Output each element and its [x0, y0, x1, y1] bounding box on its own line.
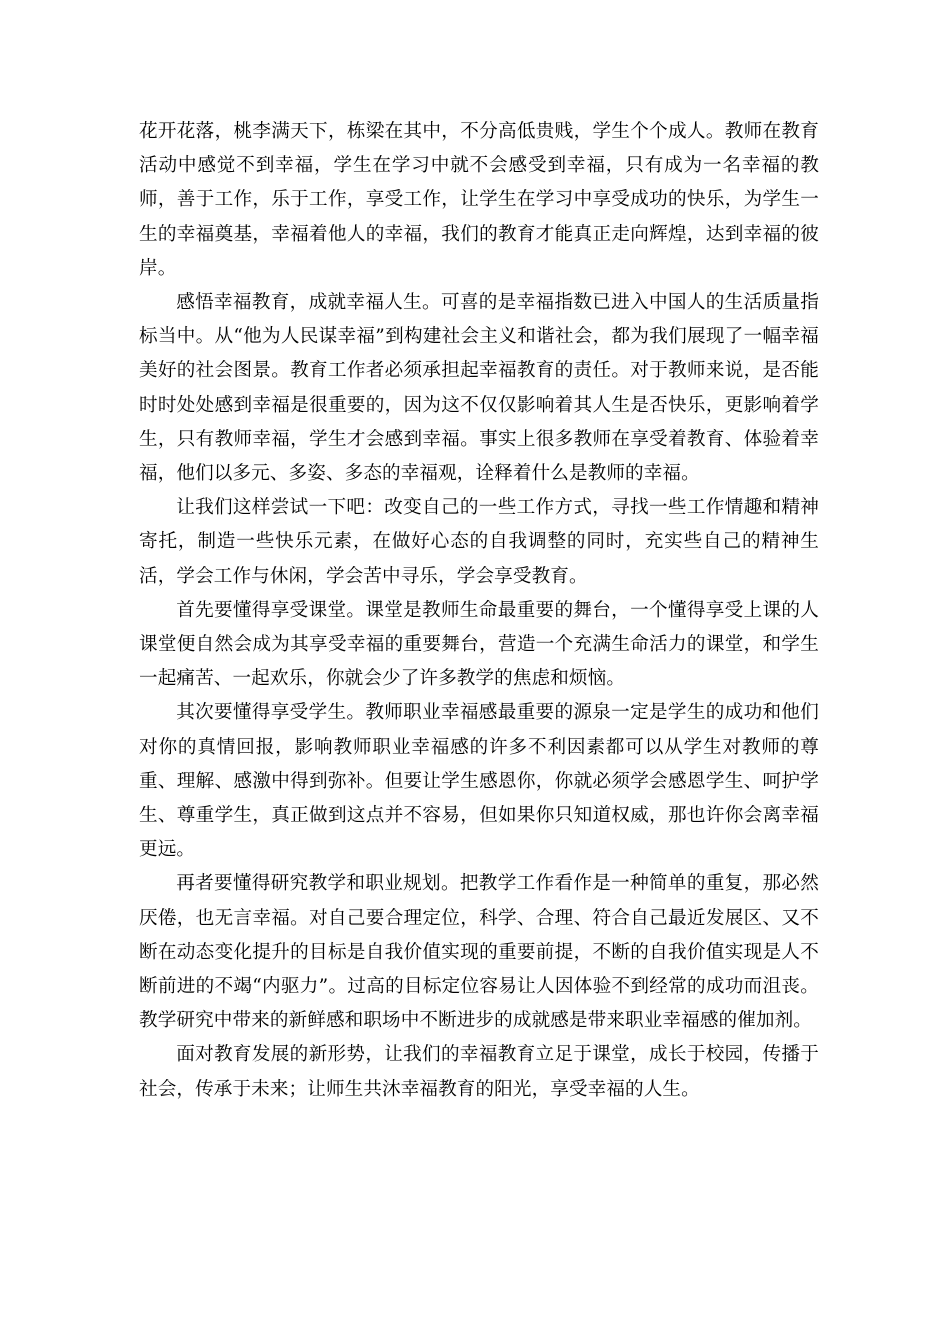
paragraph-5: 其次要懂得享受学生。教师职业幸福感最重要的源泉一定是学生的成功和他们对你的真情回报，影响教师职业幸福感的许多不利因素都可以从学生对教师的尊重、理解、感激中得到弥补。但要让学生感恩你，你就必须学会感恩学生、呵护学生、尊重学生，真正做到这点并不容易，但如果你只知道权威，那也许你会离幸福更远。 — [139, 702, 819, 861]
paragraph-4: 首先要懂得享受课堂。课堂是教师生命最重要的舞台，一个懂得享受上课的人课堂便自然会成为其享受幸福的重要舞台，营造一个充满生命活力的课堂，和学生一起痛苦、一起欢乐，你就会少了许多教学的焦虑和烦恼。 — [139, 599, 819, 690]
document-body — [139, 115, 819, 1107]
paragraph-3: 让我们这样尝试一下吧：改变自己的一些工作方式，寻找一些工作情趣和精神寄托，制造一些快乐元素，在做好心态的自我调整的同时，充实些自己的精神生活，学会工作与休闲，学会苦中寻乐，学会享受教育。 — [139, 497, 819, 587]
paragraph-6: 再者要懂得研究教学和职业规划。把教学工作看作是一种简单的重复，那必然厌倦，也无言幸福。对自己要合理定位，科学、合理、符合自己最近发展区、又不断在动态变化提升的目标是自我价值实现的重要前提，不断的自我价值实现是人不断前进的不竭“内驱力”。过高的目标定位容易让人因体验不到经常的成功而沮丧。教学研究中带来的新鲜感和职场中不断进步的成就感是带来职业幸福感的催加剂。 — [139, 873, 819, 1032]
paragraph-7: 面对教育发展的新形势，让我们的幸福教育立足于课堂，成长于校园，传播于社会，传承于未来；让师生共沐幸福教育的阳光，享受幸福的人生。 — [139, 1044, 819, 1100]
paragraph-2: 感悟幸福教育，成就幸福人生。可喜的是幸福指数已进入中国人的生活质量指标当中。从“他为人民谋幸福”到构建社会主义和谐社会，都为我们展现了一幅幸福美好的社会图景。教育工作者必须承担起幸福教育的责任。对于教师来说，是否能时时处处感到幸福是很重要的，因为这不仅仅影响着其人生是否快乐，更影响着学生，只有教师幸福，学生才会感到幸福。事实上很多教师在享受着教育、体验着幸福，他们以多元、多姿、多态的幸福观，诠释着什么是教师的幸福。 — [139, 292, 819, 485]
paragraph-1: 花开花落，桃李满天下，栋梁在其中，不分高低贵贱，学生个个成人。教师在教育活动中感觉不到幸福，学生在学习中就不会感受到幸福，只有成为一名幸福的教师，善于工作，乐于工作，享受工作，让学生在学习中享受成功的快乐，为学生一生的幸福奠基，幸福着他人的幸福，我们的教育才能真正走向辉煌，达到幸福的彼岸。 — [139, 121, 819, 279]
